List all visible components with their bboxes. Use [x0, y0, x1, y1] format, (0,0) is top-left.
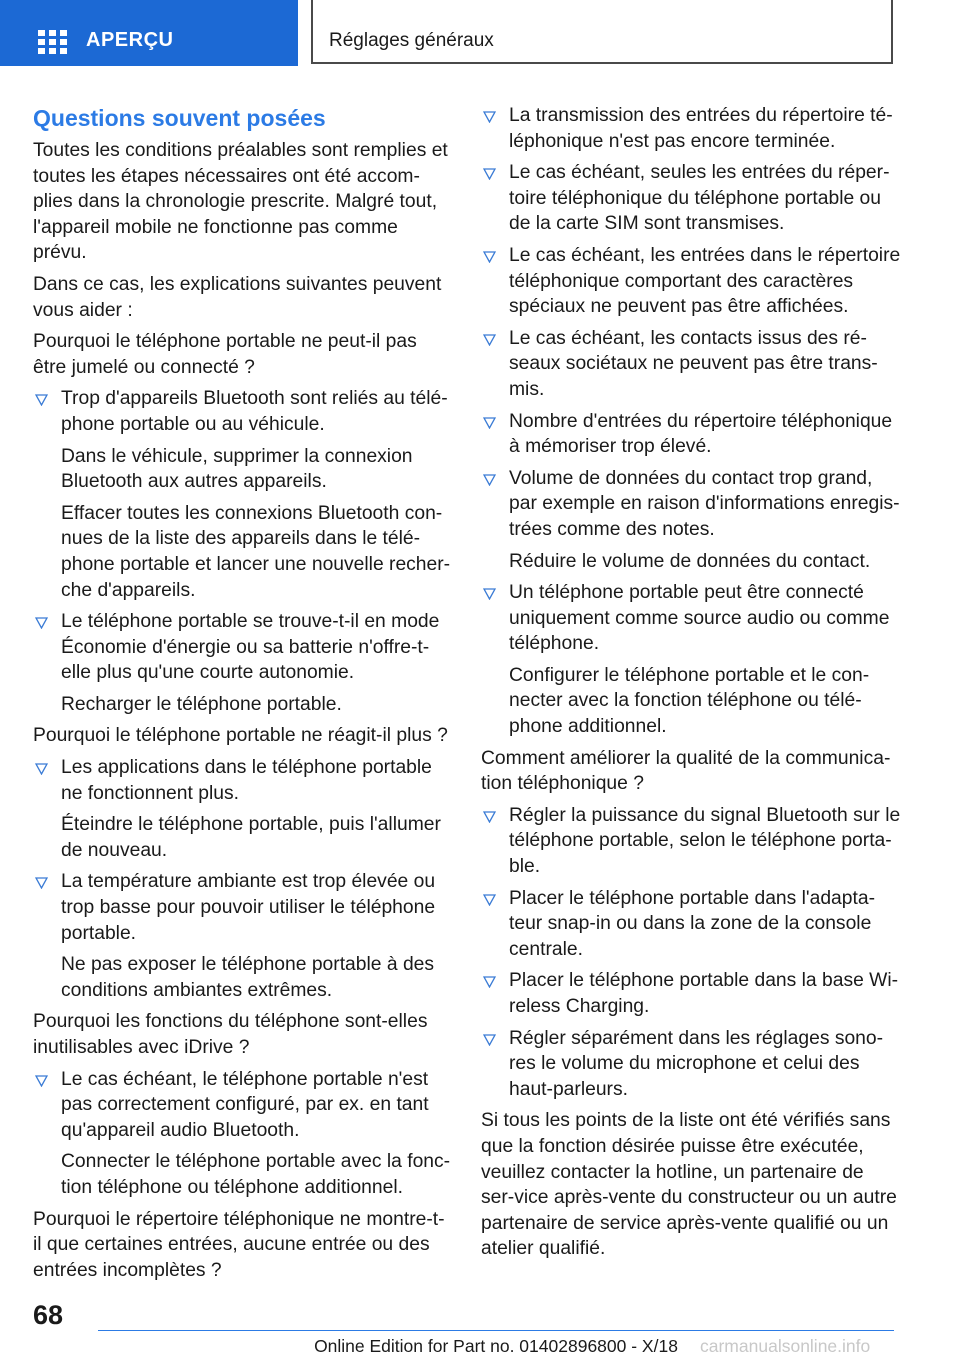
triangle-bullet-icon [35, 877, 48, 889]
triangle-bullet-icon [483, 168, 496, 180]
list-item [481, 886, 901, 963]
triangle-bullet-icon [483, 1034, 496, 1046]
triangle-bullet-icon [483, 894, 496, 906]
list-item-text: Le téléphone portable se trouve-t-il en mode Économie d'énergie ou sa batterie n'offre-t-elle plus qu'une courte autonomie. [61, 611, 440, 684]
list-item [33, 609, 453, 717]
question-text: Pourquoi le téléphone portable ne réagit-il plus ? [33, 725, 448, 747]
list-item-instruction: Éteindre le téléphone portable, puis l'allumer de nouveau. [61, 814, 441, 861]
question-text: Pourquoi le répertoire téléphonique ne montre-t-il que certaines entrées, aucune entrée ou des entrées incomplètes ? [33, 1208, 445, 1281]
triangle-bullet-icon [483, 417, 496, 429]
list-item [481, 1026, 901, 1103]
list-item-text: Placer le téléphone portable dans la base Wi-reless Charging. [509, 970, 899, 1017]
list-item-instruction: Ne pas exposer le téléphone portable à des conditions ambiantes extrêmes. [61, 954, 435, 1001]
watermark: carmanualsonline.info [700, 1336, 871, 1356]
chapter-title: Réglages généraux [329, 30, 494, 51]
list-item [33, 386, 453, 603]
right-column [481, 103, 901, 1268]
footer-divider [98, 1330, 894, 1331]
intro-paragraph: Dans ce cas, les explications suivantes peuvent vous aider : [33, 273, 442, 321]
apercu-label: APERÇU [86, 29, 174, 51]
grid-icon [38, 30, 68, 54]
list-item-text: Le cas échéant, les entrées dans le répertoire téléphonique comportant des caractères spéciaux ne peuvent pas être affichées. [509, 244, 901, 318]
bullet-list [481, 103, 901, 740]
chapter-header [311, 0, 893, 64]
triangle-bullet-icon [35, 1075, 48, 1087]
list-item [33, 869, 453, 1003]
triangle-bullet-icon [483, 588, 496, 600]
list-item-instruction: Configurer le téléphone portable et le con-necter avec la fonction téléphone ou télé-phone additionnel. [509, 664, 870, 738]
section-title: Questions souvent posées [33, 105, 326, 131]
intro-paragraph: Toutes les conditions préalables sont remplies et toutes les étapes nécessaires ont été accom-plies dans la chronologie prescrite. Malgré tout, l'appareil mobile ne fonctionne pas comme prévu. [33, 140, 448, 264]
list-item-text: La température ambiante est trop élevée ou trop basse pour pouvoir utiliser le téléphone portable. [61, 871, 436, 944]
triangle-bullet-icon [483, 976, 496, 988]
bullet-list [33, 755, 453, 1003]
footer-edition: Online Edition for Part no. 01402896800 - X/18 [314, 1336, 678, 1356]
list-item [481, 466, 901, 574]
list-item-text: Placer le téléphone portable dans l'adapta-teur snap-in ou dans la zone de la console centrale. [509, 887, 875, 960]
list-item [481, 580, 901, 740]
left-column [33, 100, 453, 1289]
page-header [0, 0, 960, 66]
list-item-text: Régler séparément dans les réglages sono-res le volume du microphone et celui des haut-parleurs. [509, 1027, 884, 1100]
triangle-bullet-icon [483, 474, 496, 486]
bullet-list [33, 386, 453, 717]
list-item-text: Les applications dans le téléphone portable ne fonctionnent plus. [61, 757, 432, 804]
list-item-instruction: Effacer toutes les connexions Bluetooth con-nues de la liste des appareils dans le télé-phone portable et lancer une nouvelle recher-che d'appareils. [61, 502, 451, 601]
closing-paragraph: Si tous les points de la liste ont été vérifiés sans que la fonction désirée puisse être exécutée, veuillez contacter la hotline, un partenaire de ser-vice après-vente du constructeur ou un autre partenaire de service après-vente qualifié ou un atelier qualifié. [481, 1110, 897, 1260]
list-item-text: Le cas échéant, le téléphone portable n'est pas correctement configuré, par ex. en tant qu'appareil audio Bluetooth. [61, 1068, 429, 1141]
bullet-list [33, 1067, 453, 1201]
triangle-bullet-icon [35, 617, 48, 629]
list-item-text: Nombre d'entrées du répertoire téléphonique à mémoriser trop élevé. [509, 410, 893, 458]
list-item-text: Un téléphone portable peut être connecté uniquement comme source audio ou comme téléphone. [509, 582, 890, 655]
list-item-instruction: Dans le véhicule, supprimer la connexion Bluetooth aux autres appareils. [61, 445, 413, 493]
page-number: 68 [33, 1300, 64, 1330]
question-text: Pourquoi les fonctions du téléphone sont-elles inutilisables avec iDrive ? [33, 1011, 428, 1058]
list-item [481, 103, 901, 154]
list-item-instruction: Réduire le volume de données du contact. [509, 550, 871, 572]
list-item [481, 803, 901, 880]
triangle-bullet-icon [483, 251, 496, 263]
list-item-text: Le cas échéant, seules les entrées du réper-toire téléphonique du téléphone portable ou de la carte SIM sont transmises. [509, 162, 890, 235]
list-item [33, 1067, 453, 1201]
list-item [481, 409, 901, 460]
list-item-text: Trop d'appareils Bluetooth sont reliés au télé-phone portable ou au véhicule. [61, 388, 448, 435]
bullet-list [481, 803, 901, 1103]
list-item-text: Régler la puissance du signal Bluetooth sur le téléphone portable, selon le téléphone porta-ble. [509, 804, 901, 878]
question-text: Comment améliorer la qualité de la communica-tion téléphonique ? [481, 747, 891, 795]
list-item [33, 755, 453, 863]
apercu-tab[interactable] [0, 0, 298, 66]
triangle-bullet-icon [35, 394, 48, 406]
list-item [481, 968, 901, 1019]
list-item-text: La transmission des entrées du répertoire té-léphonique n'est pas encore terminée. [509, 105, 893, 152]
list-item [481, 326, 901, 403]
triangle-bullet-icon [483, 111, 496, 123]
list-item-text: Le cas échéant, les contacts issus des ré-seaux sociétaux ne peuvent pas être trans-mis. [509, 327, 878, 400]
question-text: Pourquoi le téléphone portable ne peut-il pas être jumelé ou connecté ? [33, 331, 417, 378]
triangle-bullet-icon [483, 811, 496, 823]
list-item [481, 243, 901, 320]
list-item [481, 160, 901, 237]
list-item-instruction: Recharger le téléphone portable. [61, 693, 342, 715]
triangle-bullet-icon [483, 334, 496, 346]
triangle-bullet-icon [35, 763, 48, 775]
list-item-text: Volume de données du contact trop grand, par exemple en raison d'informations enregis-trées comme des notes. [509, 467, 900, 540]
list-item-instruction: Connecter le téléphone portable avec la fonc-tion téléphone ou téléphone additionnel. [61, 1151, 451, 1198]
